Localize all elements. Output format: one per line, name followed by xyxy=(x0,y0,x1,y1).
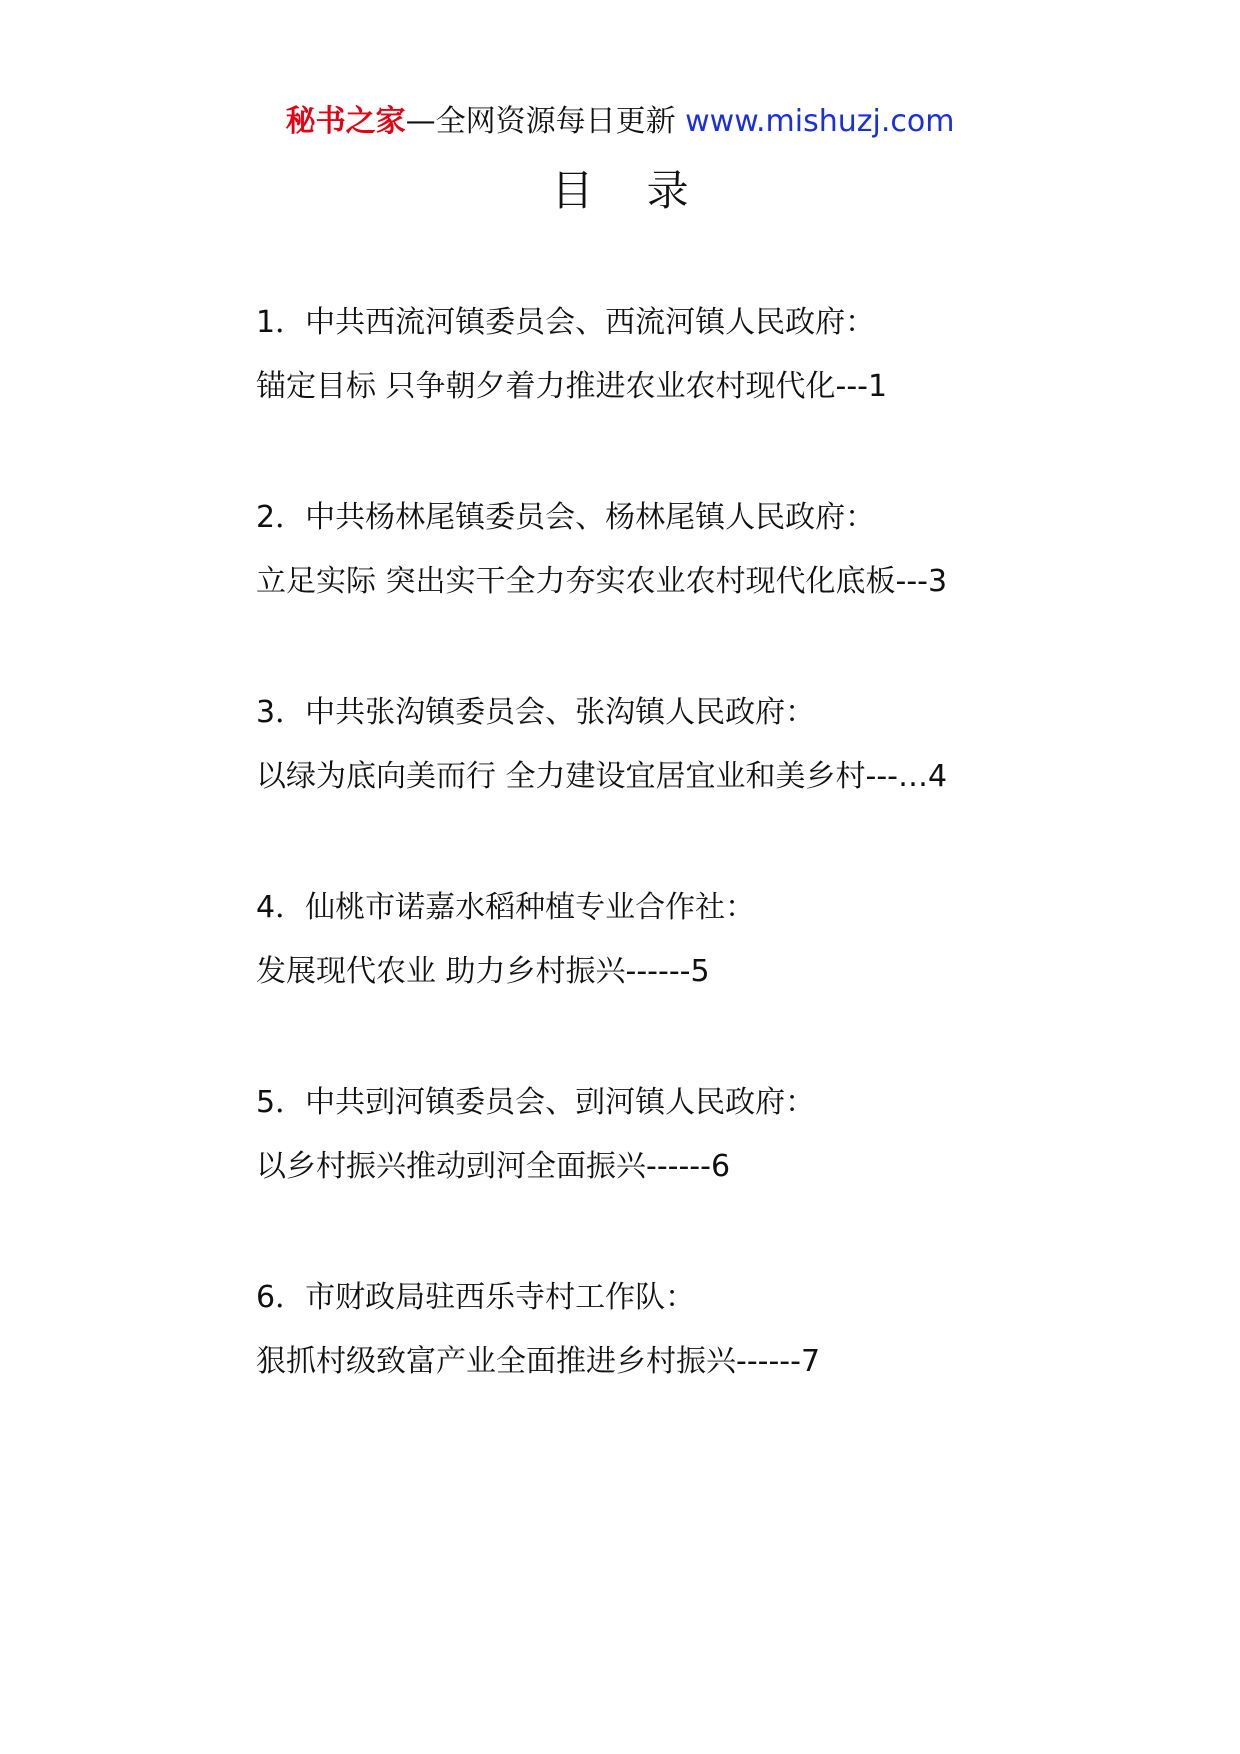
page-header xyxy=(0,102,1240,142)
toc-entry-subtitle: 以乡村振兴推动剅河全面振兴------6 xyxy=(256,1149,731,1184)
header-brand: 秘书之家 xyxy=(285,104,406,139)
toc-entry-4[interactable] xyxy=(256,876,1156,1071)
toc-entry-5[interactable] xyxy=(256,1071,1156,1266)
toc-entry-heading: 5．中共剅河镇委员会、剅河镇人民政府： xyxy=(256,1085,816,1120)
toc-entry-subtitle: 以绿为底向美而行 全力建设宜居宜业和美乡村---…4 xyxy=(256,759,948,794)
header-tagline: —全网资源每日更新 xyxy=(405,104,686,139)
page-title: 目 录 xyxy=(551,166,709,215)
header-url-link[interactable]: www.mishuzj.com xyxy=(685,104,955,139)
toc-entry-subtitle: 狠抓村级致富产业全面推进乡村振兴------7 xyxy=(256,1344,821,1379)
toc-entry-heading: 2．中共杨林尾镇委员会、杨林尾镇人民政府： xyxy=(256,500,876,535)
toc-entry-heading: 1．中共西流河镇委员会、西流河镇人民政府： xyxy=(256,305,876,340)
toc-entry-heading: 3．中共张沟镇委员会、张沟镇人民政府： xyxy=(256,695,816,730)
toc-entry-heading: 6．市财政局驻西乐寺村工作队： xyxy=(256,1280,696,1315)
toc-entry-subtitle: 发展现代农业 助力乡村振兴------5 xyxy=(256,954,710,989)
toc-entry-heading: 4．仙桃市诺嘉水稻种植专业合作社： xyxy=(256,890,756,925)
toc-entry-1[interactable] xyxy=(256,291,1156,486)
toc-entry-3[interactable] xyxy=(256,681,1156,876)
toc-entry-6[interactable] xyxy=(256,1266,1156,1461)
toc-entry-subtitle: 锚定目标 只争朝夕着力推进农业农村现代化---1 xyxy=(256,369,888,404)
toc-entry-2[interactable] xyxy=(256,486,1156,681)
table-of-contents xyxy=(256,291,1156,1461)
toc-entry-subtitle: 立足实际 突出实干全力夯实农业农村现代化底板---3 xyxy=(256,564,948,599)
